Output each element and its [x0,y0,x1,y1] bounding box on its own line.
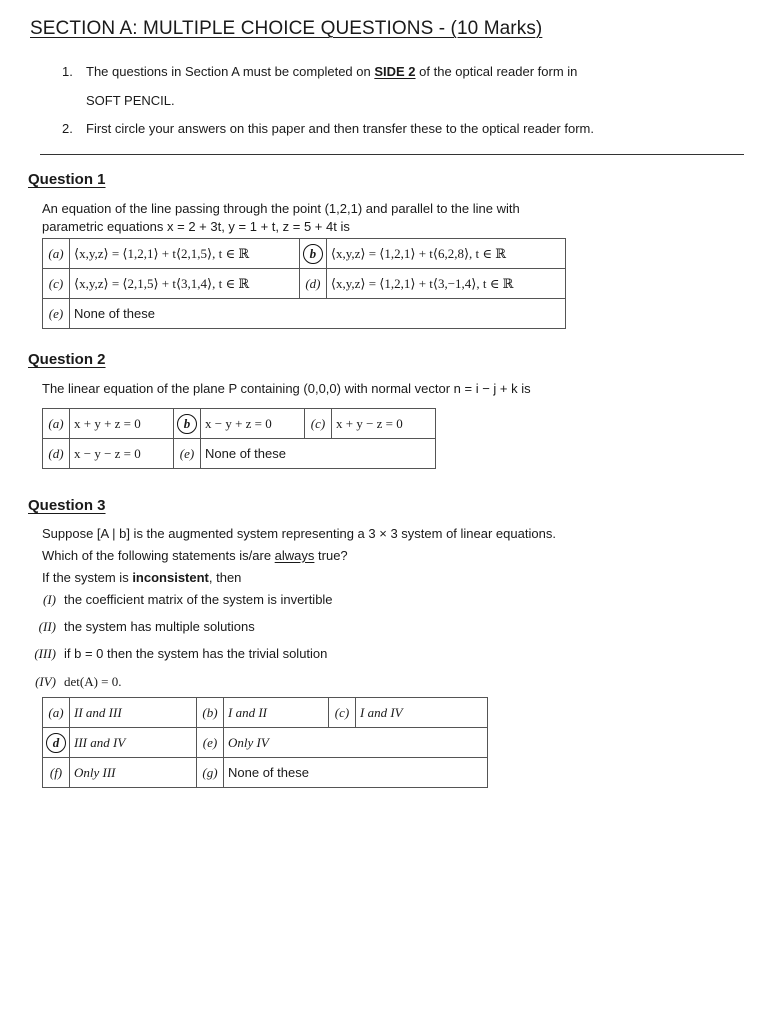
instruction-text: The questions in Section A must be completed on [86,64,375,79]
question-1-stem: An equation of the line passing through the point (1,2,1) and parallel to the line with [42,201,520,216]
statement-number: (II) [38,619,56,634]
circled-answer-mark[interactable]: b [303,244,323,264]
option-b-label[interactable]: (b) [197,698,224,728]
statement-text: the coefficient matrix of the system is invertible [64,592,333,607]
option-b-label[interactable] [174,409,201,439]
option-a-text: ⟨x,y,z⟩ = ⟨1,2,1⟩ + t⟨2,1,5⟩, t ∈ ℝ [70,239,300,269]
question-2-stem: The linear equation of the plane P containing (0,0,0) with normal vector n = i − j + k is [42,381,531,396]
option-b-text: I and II [224,698,329,728]
statement-text: the system has multiple solutions [64,619,255,634]
option-g-label[interactable]: (g) [197,758,224,788]
option-d-label[interactable] [43,728,70,758]
option-a-text: II and III [70,698,197,728]
instruction-text: of the optical reader form in [415,64,578,79]
question-1-options [42,238,566,329]
question-2-title: Question 2 [28,351,106,368]
option-e-text: None of these [70,299,566,329]
instruction-text: First circle your answers on this paper and then transfer these to the optical reader form. [86,121,594,136]
statement-number: (I) [43,592,56,607]
option-e-text: Only IV [224,728,488,758]
circled-answer-mark[interactable]: b [177,414,197,434]
option-c-label[interactable]: (c) [43,269,70,299]
option-b-label[interactable] [299,239,326,269]
question-2-options [42,408,436,469]
statement-number: (IV) [35,674,56,689]
instruction-2 [62,121,742,136]
option-b-text: ⟨x,y,z⟩ = ⟨1,2,1⟩ + t⟨6,2,8⟩, t ∈ ℝ [326,239,565,269]
option-e-label[interactable]: (e) [43,299,70,329]
statement-text: if b = 0 then the system has the trivial solution [64,646,328,661]
option-c-text: ⟨x,y,z⟩ = ⟨2,1,5⟩ + t⟨3,1,4⟩, t ∈ ℝ [70,269,300,299]
instruction-emphasis: SIDE 2 [374,64,416,79]
option-c-label[interactable]: (c) [305,409,332,439]
stem-emphasis: inconsistent [132,570,209,585]
stem-text: If the system is [42,570,133,585]
option-d-label[interactable]: (d) [299,269,326,299]
option-e-text: None of these [201,439,436,469]
statement-text: det(A) = 0. [64,674,122,689]
question-3-options [42,697,488,788]
option-a-label[interactable]: (a) [43,698,70,728]
question-3-stem-line2 [42,548,348,563]
option-a-label[interactable]: (a) [43,239,70,269]
stem-text: Which of the following statements is/are [42,548,275,563]
option-a-text: x + y + z = 0 [70,409,174,439]
option-e-label[interactable]: (e) [174,439,201,469]
section-title: SECTION A: MULTIPLE CHOICE QUESTIONS - (10 Marks) [30,18,543,39]
stem-text: true? [314,548,348,563]
question-3-stem-line3 [42,570,241,585]
option-c-text: I and IV [356,698,488,728]
option-d-text: III and IV [70,728,197,758]
statement-number: (III) [34,646,56,661]
option-d-label[interactable]: (d) [43,439,70,469]
option-d-text: ⟨x,y,z⟩ = ⟨1,2,1⟩ + t⟨3,−1,4⟩, t ∈ ℝ [326,269,565,299]
instruction-1 [62,64,742,108]
question-3-stem: Suppose [A | b] is the augmented system representing a 3 × 3 system of linear equations. [42,526,556,541]
question-1-stem-line2: parametric equations x = 2 + 3t, y = 1 + t, z = 5 + 4t is [42,219,350,234]
option-c-text: x + y − z = 0 [332,409,436,439]
option-f-label[interactable]: (f) [43,758,70,788]
instruction-continuation: SOFT PENCIL. [86,93,175,108]
question-1-title: Question 1 [28,171,106,188]
option-e-label[interactable]: (e) [197,728,224,758]
statement-iv [16,674,122,690]
question-3-title: Question 3 [28,497,106,514]
horizontal-divider [40,154,744,155]
stem-text: , then [208,570,242,585]
option-b-text: x − y + z = 0 [201,409,305,439]
circled-answer-mark[interactable]: d [46,733,66,753]
statement-iii [16,646,327,662]
stem-emphasis: always [274,548,315,563]
statement-ii [16,619,255,635]
option-a-label[interactable]: (a) [43,409,70,439]
option-c-label[interactable]: (c) [329,698,356,728]
option-f-text: Only III [70,758,197,788]
statement-i [16,592,333,608]
option-d-text: x − y − z = 0 [70,439,174,469]
option-g-text: None of these [224,758,488,788]
instruction-number: 1. [62,64,73,79]
instruction-number: 2. [62,121,73,136]
